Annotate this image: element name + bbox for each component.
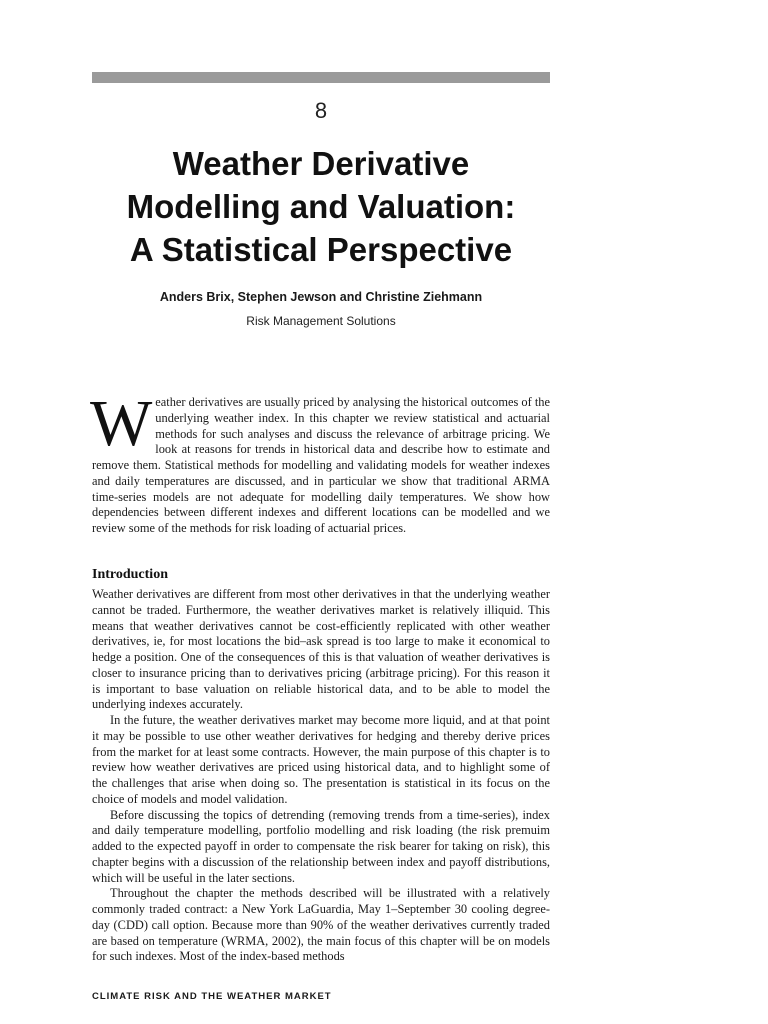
chapter-title [92,142,550,271]
author-affiliation: Risk Management Solutions [246,314,396,328]
chapter-rule [92,72,550,83]
intro-paragraph-3: Before discussing the topics of detrending (removing trends from a time-series), index and daily temperature modelling, portfolio modelling and risk loading (the risk premuim added to the expected payoff in order to compensate the risk bearer for taking on risk), this chapter begins with a discussion of the relationship between index and payoff distributions, which will be useful in the later sections. [92,807,550,885]
chapter-title-line-2: Modelling and Valuation: [126,188,516,225]
drop-cap: W [90,387,153,460]
arma-term: ARMA [512,473,550,488]
running-footer: CLIMATE RISK AND THE WEATHER MARKET [92,991,332,1002]
intro-paragraph-1: Weather derivatives are different from most other derivatives in that the underlying weather cannot be traded. Furthermore, the weather derivatives market is relatively illiquid. This means that weather derivatives cannot be cost-efficiently replicated with other weather derivatives, ie, for most locations the bid–ask spread is too large to make it economical to hedge a position. One of the consequences of this is that valuation of weather derivatives is closer to insurance pricing than to derivatives pricing (arbitrage pricing). For this reason it is important to base valuation on reliable historical data, and to be able to model the underlying indexes accurately. [92,587,550,712]
abstract-text-part-1: eather derivatives are usually priced by analysing the historical outcomes of the underlying weather index. In this chapter we review statistical and actuarial methods for such analyses and discuss the relevance of arbitrage pricing. We look at reasons for trends in historical data and describe how to estimate and remove them. Statistical methods for modelling and validating models for weather indexes and daily temperatures are discussed, and in particular we show that traditional [92,395,550,488]
intro-paragraph-4: Throughout the chapter the methods described will be illustrated with a relatively commonly traded contract: a New York LaGuardia, May 1–September 30 cooling degree-day (CDD) call option. Because more than 90% of the weather derivatives currently traded are based on temperature (WRMA, 2002), the main focus of this chapter will be on models for such indexes. Most of the index-based methods [92,886,550,964]
introduction-section [92,566,550,965]
abstract-text-part-2: time-series models are not adequate for modelling daily temperatures. We show how dependencies between different indexes and different locations can be modelled and we review some of the methods for risk loading of actuarial prices. [92,489,550,535]
introduction-heading: Introduction [92,567,168,582]
chapter-title-line-1: Weather Derivative [172,145,470,182]
chapter-title-line-3: A Statistical Perspective [129,231,513,268]
intro-paragraph-2: In the future, the weather derivatives market may become more liquid, and at that point it may be possible to use other weather derivatives for hedging and thereby derive prices from the market for at least some contracts. However, the main purpose of this chapter is to review how weather derivatives are priced using historical data, and to highlight some of the challenges that arise when doing so. The presentation is statistical in its focus on the choice of models and model validation. [92,713,550,806]
chapter-authors: Anders Brix, Stephen Jewson and Christine Ziehmann [159,290,483,304]
chapter-abstract [90,387,550,537]
chapter-number: 8 [314,98,328,123]
